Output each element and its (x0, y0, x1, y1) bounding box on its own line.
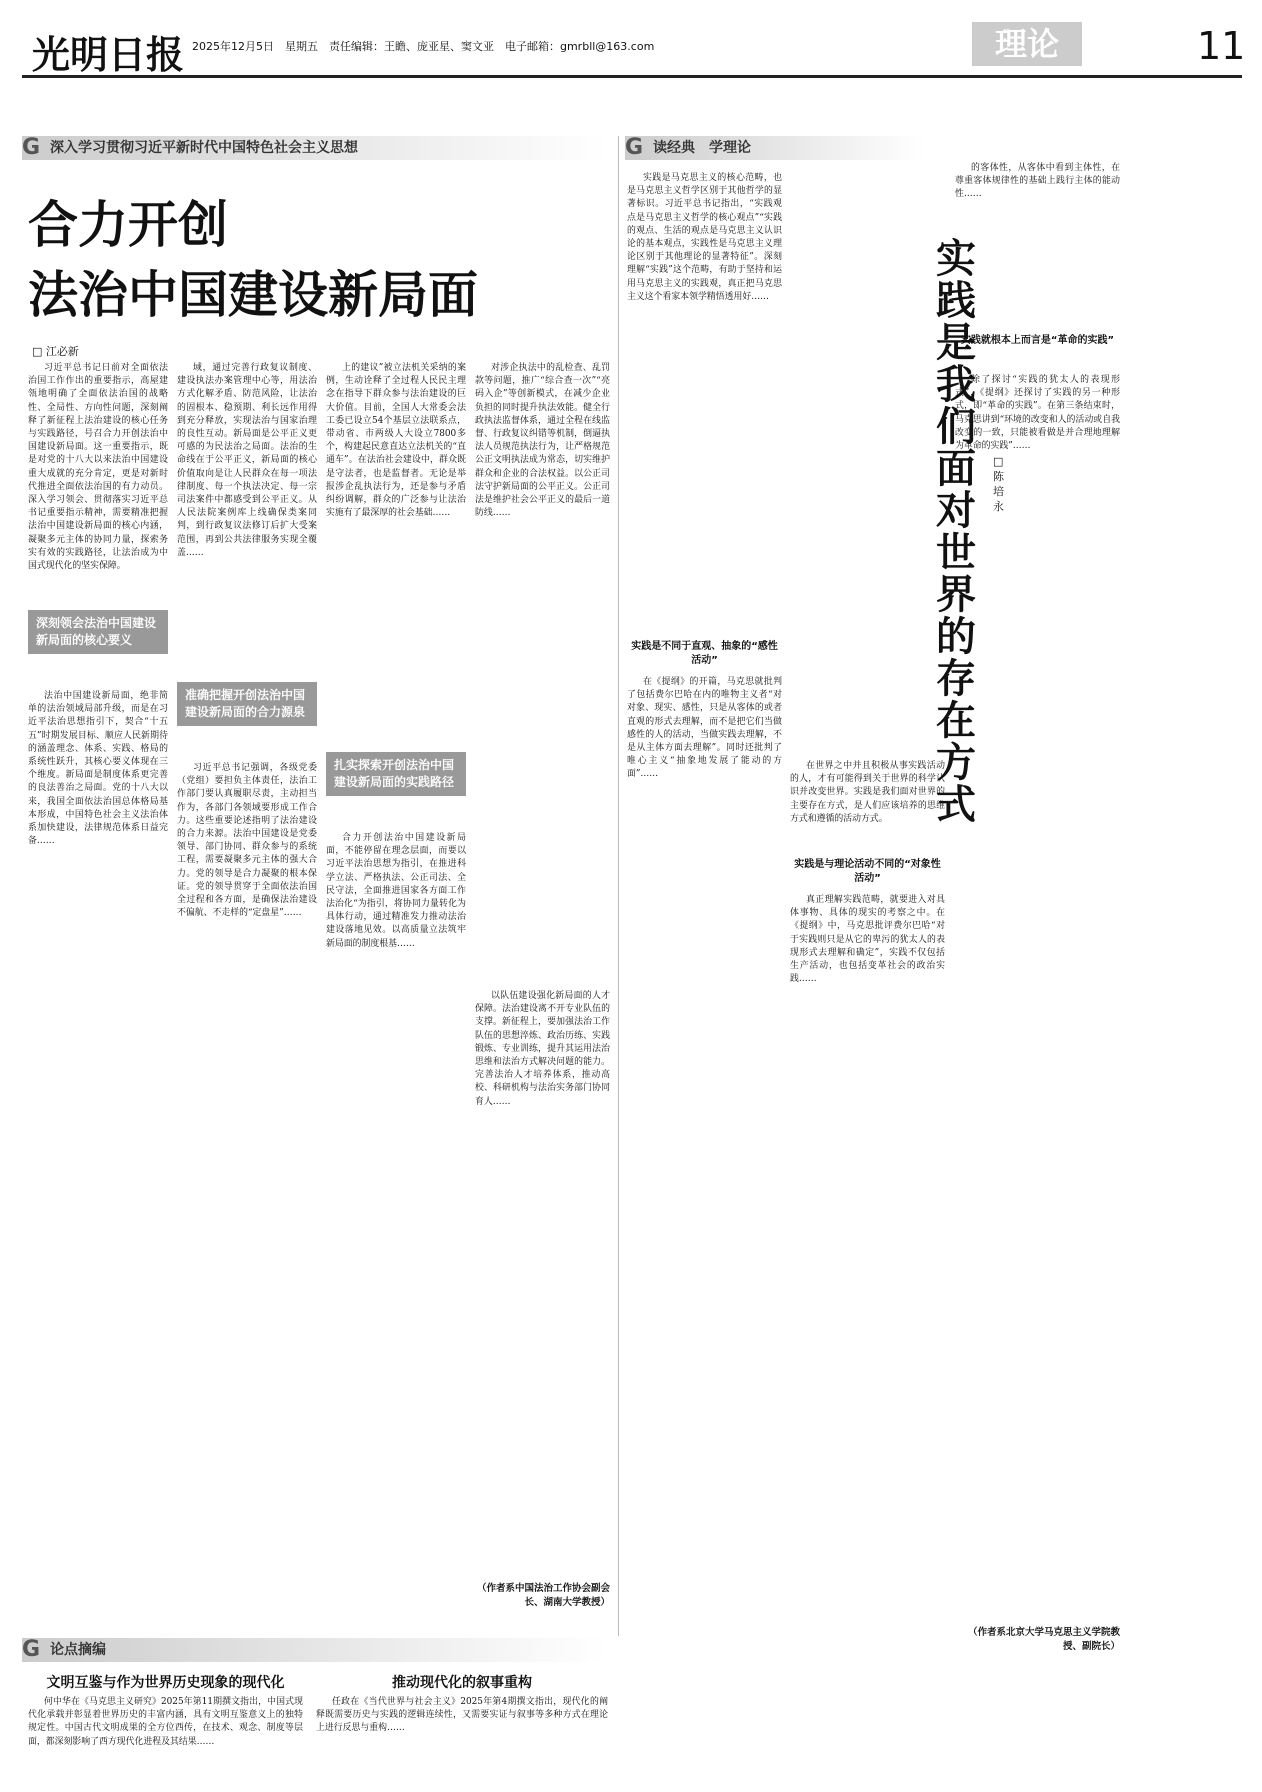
issue-meta: 2025年12月5日 星期五 责任编辑：王瞻、庞亚星、窦文亚 电子邮箱：gmrbll@163.com (192, 40, 655, 53)
masthead (22, 14, 1246, 78)
subhead-1: 深刻领会法治中国建设新局面的核心要义 (28, 610, 168, 654)
article-column: 合力开创法治中国建设新局面，不能停留在理念层面，而要以习近平法治思想为指引，在推进科学立法、严格执法、公正司法、全民守法，全面推进国家各方面工作法治化“为指引，将协同力量转化为具体行动，通过精准发力推动法治建设落地见效。以高质量立法筑牢新局面的制度根基…… (326, 833, 466, 949)
article-column: 习近平总书记强调，各级党委（党组）要担负主体责任，法治工作部门要认真履职尽责，主动担当作为，各部门各领域要形成工作合力。这些重要论述指明了法治建设的合力来源。法治中国建设是党委领导、部门协同、群众参与的系统工程，需要凝聚多元主体的强大合力。党的领导是合力凝聚的根本保证。党的领导贯穿于全面依法治国全过程和各方面，是确保法治建设不偏航、不走样的“定盘星”…… (177, 763, 317, 919)
article-title-vertical: 实践是我们面对世界的存在方式 (936, 236, 976, 828)
title-line-1: 合力开创 (28, 196, 228, 254)
author-note: （作者系中国法治工作协会副会长、湖南大学教授） (476, 1583, 610, 1608)
section-band-bottom (22, 1638, 607, 1662)
abstract-title: 推动现代化的叙事重构 (392, 1675, 532, 1691)
article-author-vertical: □陈培永 (993, 455, 1004, 513)
article-column: 在世界之中并且积极从事实践活动的人，才有可能得到关于世界的科学认识并改变世界。实践是我们面对世界的主要存在方式，是人们应该培养的思维方式和遵循的活动方式。 (790, 761, 945, 824)
subhead-a: 实践是不同于直观、抽象的“感性活动” (631, 641, 778, 666)
subhead-c: 实践就根本上而言是“革命的实践” (960, 335, 1115, 346)
subhead-b: 实践是与理论活动不同的“对象性活动” (794, 859, 941, 884)
article-column: 域，通过完善行政复议制度、建设执法办案管理中心等，用法治方式化解矛盾、防范风险，让法治的固根本、稳预期、利长远作用得到充分释放，实现法治与国家治理的良性互动。新局面是公平正义更可感的为民法治之局面。法治的生命线在于公平正义，新局面的核心价值取向是让人民群众在每一项法律制度、每一个执法决定、每一宗司法案件中都感受到公平正义。从人民法院案例库上线确保类案同判，到行政复议法修订后扩大受案范围，再到公共法律服务实现全覆盖…… (177, 363, 317, 558)
article-column: 实践是马克思主义的核心范畴，也是马克思主义哲学区别于其他哲学的显著标识。习近平总书记指出，“实践观点是马克思主义哲学的核心观点”“实践的观点、生活的观点是马克思主义认识论的基本观点，实践性是马克思主义理论区别于其他理论的显著特征”。深刻理解“实践”这个范畴，有助于坚持和运用马克思主义的实践观，真正把马克思主义这个看家本领学精悟透用好…… (627, 173, 782, 302)
abstract-text: 任政在《当代世界与社会主义》2025年第4期撰文指出，现代化的阐释既需要历史与实践的逻辑连续性，又需要实证与叙事等多种方式在理论上进行反思与重构…… (316, 1697, 608, 1734)
section-band-right (625, 136, 925, 160)
article-author: □ 江必新 (32, 345, 79, 358)
band-bottom-label: 论点摘编 (50, 1642, 106, 1658)
article-title (28, 190, 478, 330)
section-band-left (22, 136, 607, 160)
article-column: 除了探讨“实践的犹太人的表现形式”，《提纲》还探讨了实践的另一种形式，即“革命的实践”。在第三条结束时，马克思讲到“环境的改变和人的活动或自我改变的一致，只能被看做是并合理地理解为革命的实践”…… (955, 375, 1120, 452)
page-number: 11 (1197, 24, 1246, 68)
article-column: 以队伍建设强化新局面的人才保障。法治建设离不开专业队伍的支撑。新征程上，要加强法治工作队伍的思想淬炼、政治历练、实践锻炼、专业训练，提升其运用法治思维和法治方式解决问题的能力。完善法治人才培养体系，推动高校、科研机构与法治实务部门协同育人…… (475, 991, 610, 1107)
abstract-title: 文明互鉴与作为世界历史现象的现代化 (46, 1675, 285, 1691)
article-column: 上的建议”被立法机关采纳的案例，生动诠释了全过程人民民主理念在指导下群众参与法治建设的巨大价值。目前，全国人大常委会法工委已设立54个基层立法联系点，带动省、市两级人大设立7800多个，构建起民意直达立法机关的“直通车”。在法治社会建设中，群众既是守法者，也是监督者。无论是举报涉企乱执法行为，还是参与矛盾纠纷调解，群众的广泛参与让法治实施有了最深厚的社会基础…… (326, 363, 466, 519)
g-logo-icon: G (22, 135, 41, 160)
band-left-label: 深入学习贯彻习近平新时代中国特色社会主义思想 (50, 140, 358, 156)
g-logo-icon: G (22, 1637, 41, 1662)
article-column: 对涉企执法中的乱检查、乱罚款等问题，推广“综合查一次”“亮码入企”等创新模式，在减少企业负担的同时提升执法效能。健全行政执法监督体系，通过全程在线监督、行政复议纠错等机制，倒逼执法人员规范执法行为，让严格规范公正文明执法成为常态，切实维护群众和企业的合法权益。以公正司法守护新局面的公平正义。公正司法是维护社会公平正义的最后一道防线…… (475, 363, 610, 519)
subhead-3: 扎实探索开创法治中国建设新局面的实践路径 (326, 752, 466, 796)
article-column: 真正理解实践范畴，就要进入对具体事物、具体的现实的考察之中。在《提纲》中，马克思批评费尔巴哈“对于实践则只是从它的卑污的犹太人的表现形式去理解和确定”，实践不仅包括生产活动，也包括变革社会的政治实践…… (790, 895, 945, 985)
newspaper-logo: 光明日报 (32, 32, 185, 77)
column-divider (618, 136, 619, 1636)
article-column: 在《提纲》的开篇，马克思就批判了包括费尔巴哈在内的唯物主义者“对对象、现实、感性，只是从客体的或者直观的形式去理解，而不是把它们当做感性的人的活动，当做实践去理解，不是从主体方面去理解”。同时还批判了唯心主义“抽象地发展了能动的方面”…… (627, 677, 782, 780)
article-column: 的客体性，从客体中看到主体性，在尊重客体规律性的基础上践行主体的能动性…… (955, 163, 1120, 200)
abstract-text: 何中华在《马克思主义研究》2025年第11期撰文指出，中国式现代化承载并彰显着世界历史的丰富内涵，具有文明互鉴意义上的独特规定性。中国古代文明成果的全方位西传，在技术、观念、制度等层面，都深刻影响了西方现代化进程及其结果…… (28, 1697, 303, 1747)
g-logo-icon: G (625, 135, 644, 160)
band-right-label: 读经典 学理论 (653, 140, 751, 156)
section-label: 理论 (972, 22, 1082, 66)
subhead-2: 准确把握开创法治中国建设新局面的合力源泉 (177, 682, 317, 726)
author-note: （作者系北京大学马克思主义学院教授、副院长） (967, 1627, 1120, 1652)
title-line-2: 法治中国建设新局面 (28, 266, 478, 324)
article-column: 法治中国建设新局面，绝非简单的法治领域局部升级，而是在习近平法治思想指引下，契合“十五五”时期发展目标、顺应人民新期待的涵盖理念、体系、实践、格局的系统性跃升，其核心要义体现在三个维度。新局面是制度体系更完善的良法善治之局面。党的十八大以来，我国全面依法治国总体格局基本形成，中国特色社会主义法治体系加快建设，法律规范体系日益完备…… (28, 691, 168, 847)
article-column: 习近平总书记日前对全面依法治国工作作出的重要指示，高屋建瓴地明确了全面依法治国的战略性、全局性、方向性问题，深刻阐释了新征程上法治建设的核心任务与实践路径，号召合力开创法治中国建设新局面。这一重要指示，既是对党的十八大以来法治中国建设重大成就的充分肯定，更是对新时代推进全面依法治国的有力动员。深入学习领会、贯彻落实习近平总书记重要指示精神，需要精准把握法治中国建设新局面的核心内涵，凝聚多元主体的协同力量，探索务实有效的实践路径，让法治成为中国式现代化的坚实保障。 (28, 363, 168, 572)
